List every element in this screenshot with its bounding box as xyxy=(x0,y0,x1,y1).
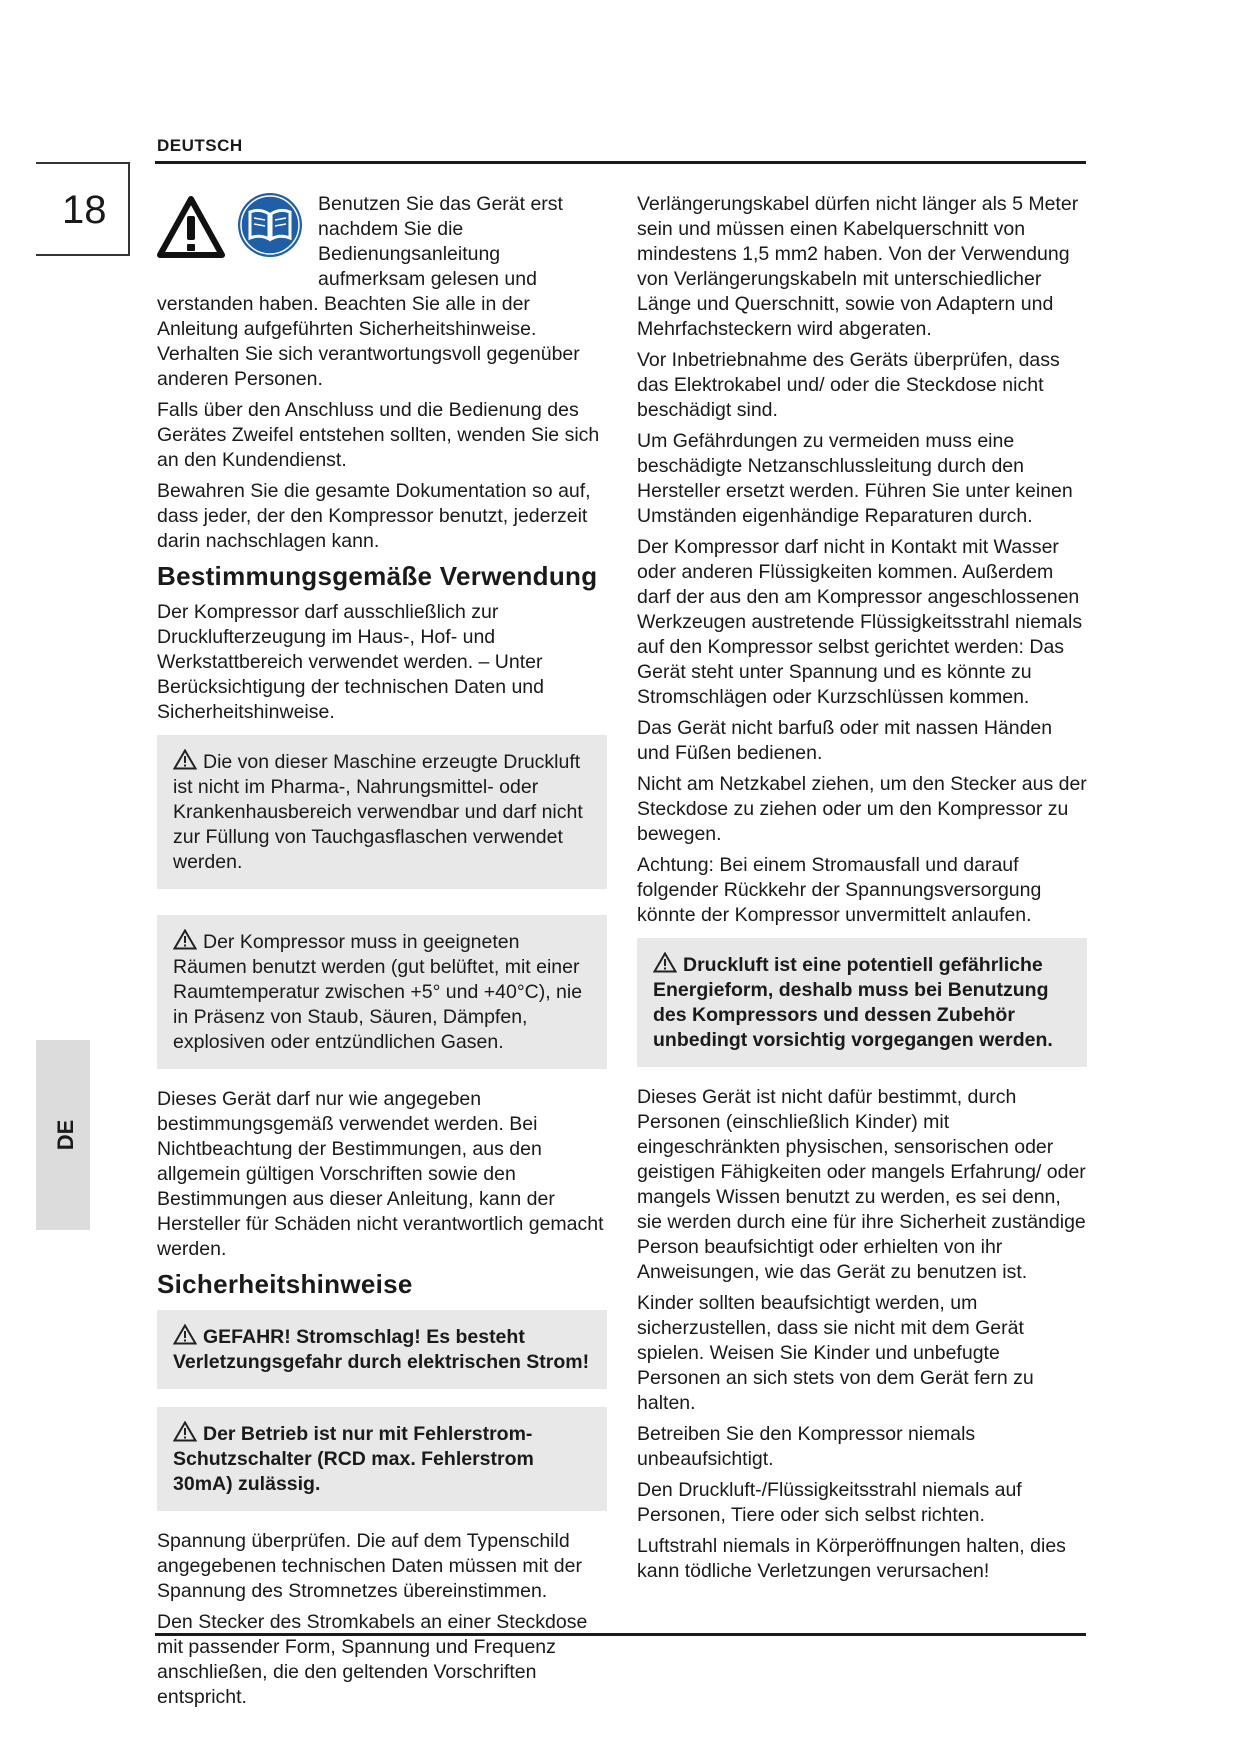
intro-icons xyxy=(157,192,312,270)
footer-rule xyxy=(155,1633,1086,1636)
warning-box-gefahr xyxy=(157,1310,607,1389)
paragraph-bestimmungsgemaess: Dieses Gerät darf nur wie angegeben bestimmungsgemäß verwendet werden. Bei Nichtbeachtung der Bestimmungen, aus den allgemein gültigen Vorschriften sowie den Bestimmungen aus dieser Anleitung, kann der Hersteller für Schäden nicht verantwortlich gemacht werden. xyxy=(157,1088,604,1260)
paragraph-dokumentation: Bewahren Sie die gesamte Dokumentation so auf, dass jeder, der den Kompressor benutzt, jederzeit darin nachschlagen kann. xyxy=(157,480,591,552)
read-manual-icon xyxy=(237,192,303,258)
intro-block xyxy=(157,192,607,392)
paragraph-luftstrahl: Luftstrahl niemals in Körperöffnungen halten, dies kann tödliche Verletzungen verursachen! xyxy=(637,1535,1066,1582)
paragraph-stecker: Den Stecker des Stromkabels an einer Steckdose mit passender Form, Spannung und Frequenz anschließen, die den geltenden Vorschriften entspricht. xyxy=(157,1611,588,1708)
paragraph-spannung: Spannung überprüfen. Die auf dem Typenschild angegebenen technischen Daten müssen mit der Spannung des Stromnetzes übereinstimmen. xyxy=(157,1530,582,1602)
paragraph-verlaengerungskabel: Verlängerungskabel dürfen nicht länger als 5 Meter sein und müssen einen Kabelquerschnitt von mindestens 1,5 mm2 haben. Von der Verwendung von Verlängerungskabeln mit unterschiedlicher Länge und Querschnitt, sowie von Adaptern und Mehrfachsteckern wird abgeraten. xyxy=(637,193,1079,340)
paragraph-wasser: Der Kompressor darf nicht in Kontakt mit Wasser oder anderen Flüssigkeiten kommen. Außerdem darf der aus den am Kompressor angeschlossenen Werkzeugen austretende Flüssigkeitsstrahl niemals auf den Kompressor selbst gerichtet werden: Das Gerät steht unter Spannung und es könnte zu Stromschlägen oder Kurzschlüssen kommen. xyxy=(637,536,1083,708)
language-tab-label: DE xyxy=(53,1119,78,1151)
paragraph-kinder: Kinder sollten beaufsichtigt werden, um sicherzustellen, dass sie nicht mit dem Gerät spielen. Weisen Sie Kinder und unbefugte Personen an sich stets von dem Gerät fern zu halten. xyxy=(637,1292,1034,1414)
warning-box-raeume xyxy=(157,915,607,1069)
paragraph-barfuss: Das Gerät nicht barfuß oder mit nassen Händen und Füßen bedienen. xyxy=(637,717,1053,764)
paragraph-verwendung: Der Kompressor darf ausschließlich zur Drucklufterzeugung im Haus-, Hof- und Werkstattbereich verwendet werden. – Unter Berücksichtigung der technischen Daten und Sicherheitshinweise. xyxy=(157,601,544,723)
paragraph-personen: Dieses Gerät ist nicht dafür bestimmt, durch Personen (einschließlich Kinder) mit eingeschränkten physischen, sensorischen oder geistigen Fähigkeiten oder mangels Erfahrung/ oder mangels Wissen benutzt zu werden, es sei denn, sie werden durch eine für ihre Sicherheit zuständige Person beaufsichtigt oder erhielten von ihr Anweisungen, wie das Gerät zu benutzen ist. xyxy=(637,1086,1086,1283)
paragraph-unbeaufsichtigt: Betreiben Sie den Kompressor niemals unbeaufsichtigt. xyxy=(637,1423,976,1470)
paragraph-gefaehrdungen: Um Gefährdungen zu vermeiden muss eine beschädigte Netzanschlussleitung durch den Hersteller ersetzt werden. Führen Sie unter keinen Umständen eigenhändige Reparaturen durch. xyxy=(637,430,1073,527)
warning-box-druckluft xyxy=(157,735,607,889)
warning-triangle-icon xyxy=(173,1421,197,1442)
warning-box-rcd xyxy=(157,1407,607,1511)
header-rule xyxy=(155,161,1086,164)
paragraph-netzkabel: Nicht am Netzkabel ziehen, um den Stecker aus der Steckdose zu ziehen oder um den Kompressor zu bewegen. xyxy=(637,773,1087,845)
left-column xyxy=(157,192,607,1716)
warning-triangle-icon xyxy=(157,196,225,258)
warning-box-energieform xyxy=(637,938,1087,1067)
warning-triangle-icon xyxy=(173,929,197,950)
paragraph-kundendienst: Falls über den Anschluss und die Bedienung des Gerätes Zweifel entstehen sollten, wenden Sie sich an den Kundendienst. xyxy=(157,399,600,471)
page-number: 18 xyxy=(62,188,107,232)
heading-bestimmungsgemaesse-verwendung: Bestimmungsgemäße Verwendung xyxy=(157,561,598,591)
paragraph-richten: Den Druckluft-/Flüssigkeitsstrahl niemals auf Personen, Tiere oder sich selbst richten. xyxy=(637,1479,1022,1526)
warning-text-raeume: Der Kompressor muss in geeigneten Räumen benutzt werden (gut belüftet, mit einer Raumtemperatur zwischen +5° und +40°C), nie in Präsenz von Staub, Säuren, Dämpfen, explosiven oder entzündlichen Gasen. xyxy=(173,931,583,1053)
warning-text-energieform: Druckluft ist eine potentiell gefährliche Energieform, deshalb muss bei Benutzung des Kompressors und dessen Zubehör unbedingt vorsichtig vorgegangen werden. xyxy=(653,954,1053,1051)
warning-text-druckluft: Die von dieser Maschine erzeugte Druckluft ist nicht im Pharma-, Nahrungsmittel- oder Krankenhausbereich verwendbar und darf nicht zur Füllung von Tauchgasflaschen verwendet werden. xyxy=(173,751,583,873)
warning-triangle-icon xyxy=(653,952,677,973)
warning-triangle-icon xyxy=(173,1324,197,1345)
warning-text-gefahr: GEFAHR! Stromschlag! Es besteht Verletzungsgefahr durch elektrischen Strom! xyxy=(173,1326,590,1373)
paragraph-inbetriebnahme: Vor Inbetriebnahme des Geräts überprüfen, dass das Elektrokabel und/ oder die Steckdose nicht beschädigt sind. xyxy=(637,349,1060,421)
warning-triangle-icon xyxy=(173,749,197,770)
language-header: DEUTSCH xyxy=(157,136,243,155)
intro-paragraph: Benutzen Sie das Gerät erst nachdem Sie die Bedienungsanleitung aufmerksam gelesen und verstanden haben. Beachten Sie alle in der Anleitung aufgeführten Sicherheitshinweise. Verhalten Sie sich verantwortungsvoll gegenüber anderen Personen. xyxy=(157,193,580,390)
heading-sicherheitshinweise: Sicherheitshinweise xyxy=(157,1269,413,1299)
right-column xyxy=(637,192,1087,1590)
paragraph-stromausfall: Achtung: Bei einem Stromausfall und darauf folgender Rückkehr der Spannungsversorgung könnte der Kompressor unvermittelt anlaufen. xyxy=(637,854,1042,926)
warning-text-rcd: Der Betrieb ist nur mit Fehlerstrom-Schutzschalter (RCD max. Fehlerstrom 30mA) zulässig. xyxy=(173,1423,534,1495)
